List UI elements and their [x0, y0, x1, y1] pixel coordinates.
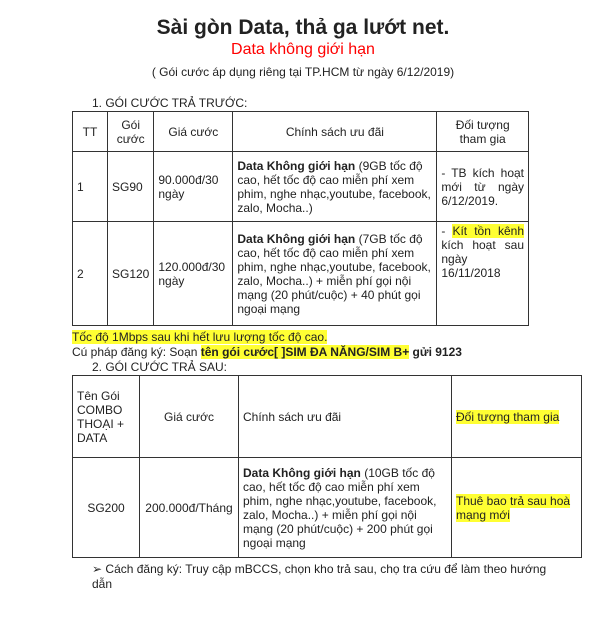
- row-price: 90.000đ/30 ngày: [154, 152, 233, 222]
- table-row: [73, 152, 529, 222]
- policy-bold: Data Không giới hạn: [243, 465, 361, 480]
- footer-bullet-line: [92, 562, 562, 592]
- row-policy: [233, 222, 437, 326]
- row-target: [452, 458, 582, 558]
- target-highlight: Kít tồn kênh: [452, 224, 524, 238]
- row-tt: 2: [73, 222, 108, 326]
- page-title: Sài gòn Data, thả ga lướt net.: [156, 16, 450, 39]
- policy-bold: Data Không giới hạn: [237, 158, 356, 173]
- target-rest: kích hoạt sau ngày 16/11/2018: [441, 238, 524, 280]
- syntax-suffix: gửi 9123: [409, 345, 462, 359]
- table-row: [73, 222, 529, 326]
- col-package: Tên Gói COMBO THOẠI + DATA: [73, 376, 140, 458]
- policy-rest: (10GB tốc độ cao, hết tốc độ cao miễn phí xem phim, nghe nhạc,youtube, facebook, zalo, Mocha..) + miễn phí gọi nội mạng (20 phút/cuộc) + 200 phút gọi ngoại mạng: [243, 465, 437, 550]
- row-policy: [233, 152, 437, 222]
- row-policy: [239, 458, 452, 558]
- col-policy: Chính sách ưu đãi: [233, 112, 437, 152]
- col-target: [452, 376, 582, 458]
- prepaid-table: [72, 111, 529, 326]
- row-target: - TB kích hoạt mới từ ngày 6/12/2019.: [437, 152, 529, 222]
- policy-bold: Data Không giới hạn: [237, 231, 356, 246]
- postpaid-table: [72, 375, 582, 558]
- page-note: ( Gói cước áp dụng riêng tại TP.HCM từ ngày 6/12/2019): [151, 65, 455, 79]
- col-price: Giá cước: [154, 112, 233, 152]
- syntax-prefix: Cú pháp đăng ký: Soạn: [72, 345, 201, 359]
- row-target: [437, 222, 529, 326]
- col-policy: Chính sách ưu đãi: [239, 376, 452, 458]
- syntax-line: [72, 345, 462, 359]
- speed-note: Tốc độ 1Mbps sau khi hết lưu lượng tốc độ cao.: [72, 330, 328, 344]
- col-package: Gói cước: [108, 112, 154, 152]
- row-package: SG90: [108, 152, 154, 222]
- page-subtitle: Data không giới hạn: [231, 41, 375, 58]
- bullet-arrow-icon: ➢: [92, 562, 103, 576]
- col-tt: TT: [73, 112, 108, 152]
- footer-text: Cách đăng ký: Truy cập mBCCS, chọn kho trả sau, chọ tra cứu để làm theo hướng dẫn: [92, 562, 547, 591]
- col-target: Đối tượng tham gia: [437, 112, 529, 152]
- policy-rest: (7GB tốc độ cao, hết tốc độ cao miễn phí xem phim, nghe nhạc,youtube, facebook, zalo, Mocha..) + miễn phí gọi nội mạng (20 phút/cuộc) + 40 phút gọi ngoại mạng: [237, 231, 431, 316]
- section2-heading: 2. GÓI CƯỚC TRẢ SAU:: [92, 360, 228, 374]
- syntax-highlight: tên gói cước[ ]SIM ĐA NĂNG/SIM B+: [200, 345, 410, 359]
- section1-heading: 1. GÓI CƯỚC TRẢ TRƯỚC:: [92, 96, 248, 110]
- target-dash: -: [441, 224, 453, 238]
- row-package: SG200: [73, 458, 140, 558]
- table-row: [73, 458, 582, 558]
- col-price: Giá cước: [140, 376, 239, 458]
- row-tt: 1: [73, 152, 108, 222]
- target-header-highlight: Đối tượng tham gia: [456, 409, 560, 424]
- row-package: SG120: [108, 222, 154, 326]
- policy-rest: (9GB tốc độ cao, hết tốc độ cao miễn phí xem phim, nghe nhạc,youtube, facebook, zalo, Mocha..): [237, 158, 431, 215]
- row-price: 200.000đ/Tháng: [140, 458, 239, 558]
- row-price: 120.000đ/30 ngày: [154, 222, 233, 326]
- target-highlight: Thuê bao trả sau hoà mạng mới: [456, 493, 571, 522]
